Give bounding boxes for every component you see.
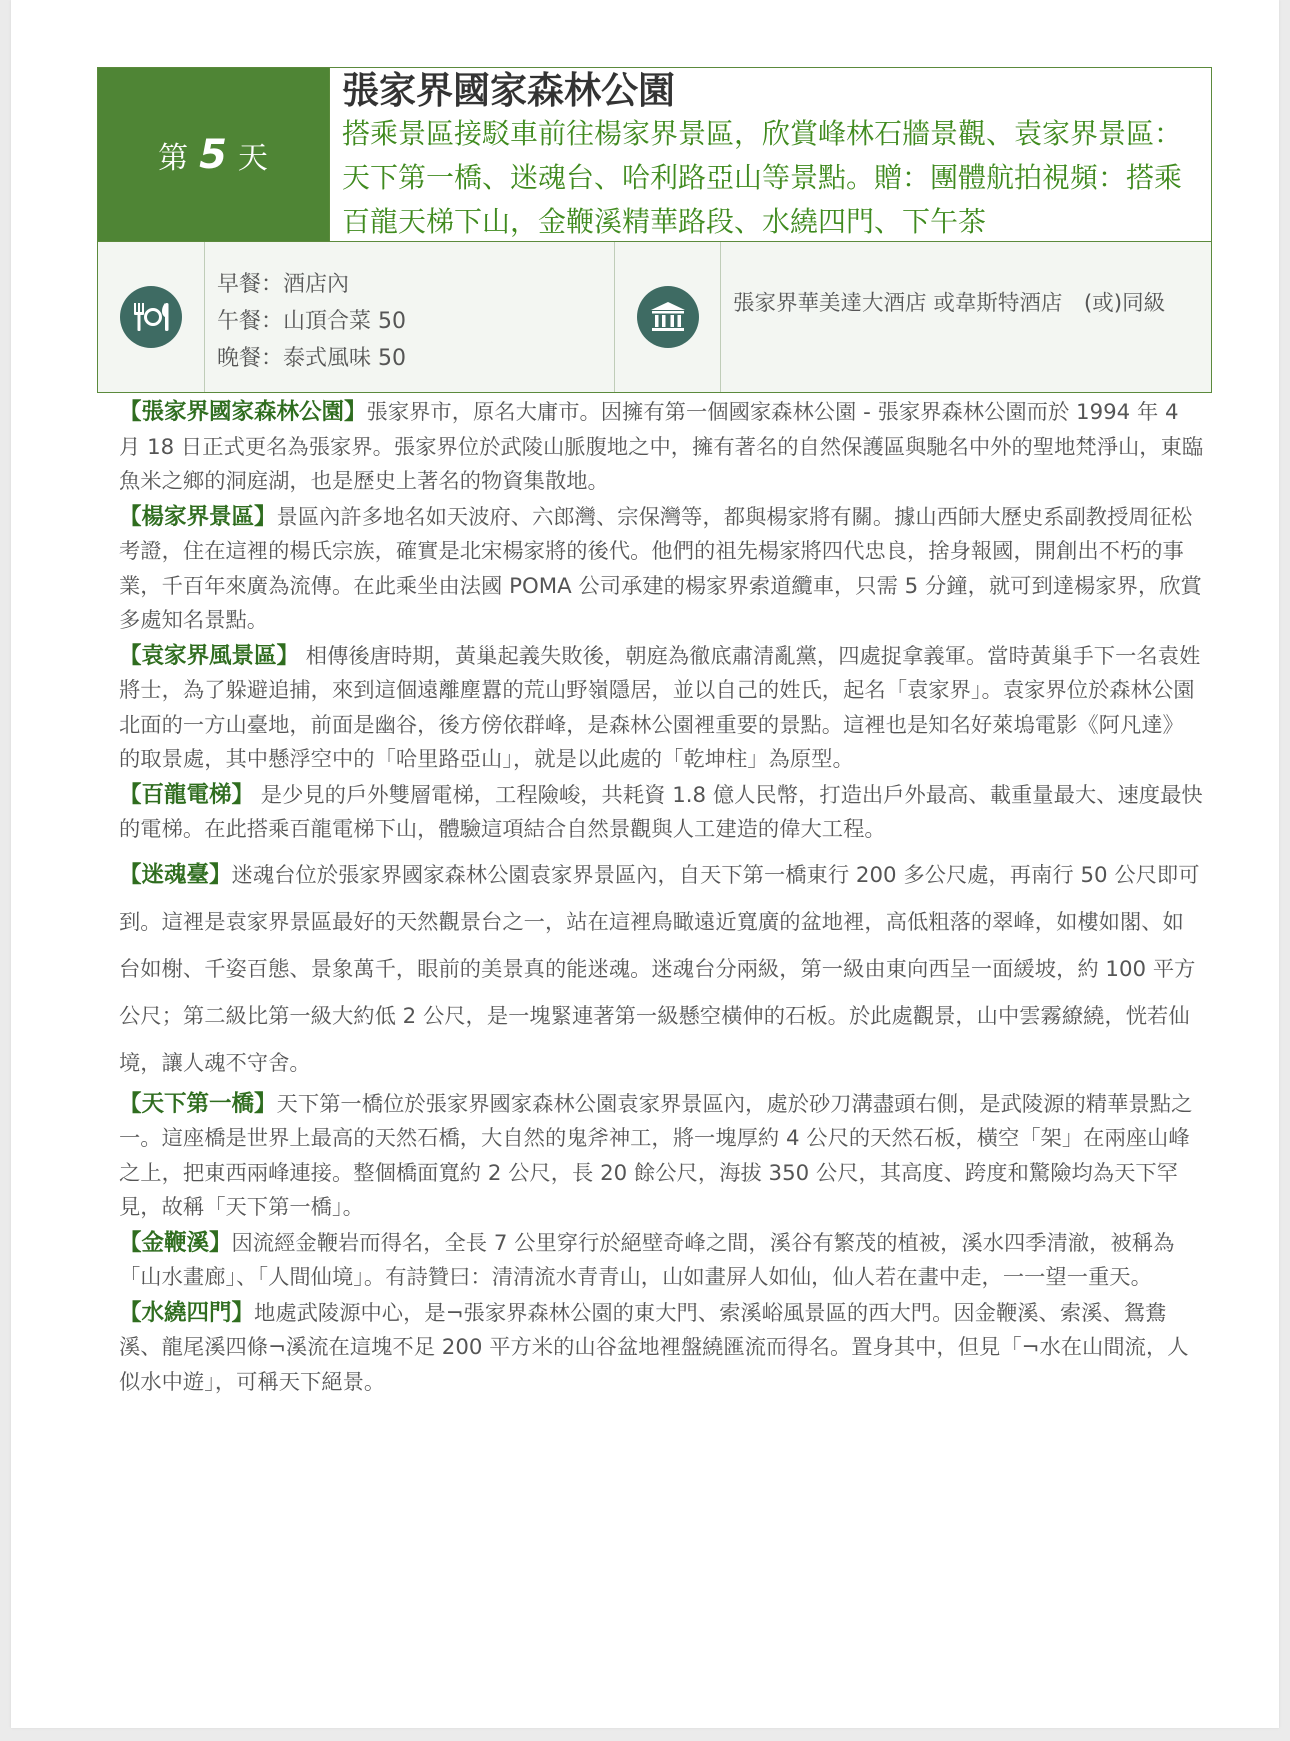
lunch-text: 午餐：山頂合菜 50 <box>217 309 406 334</box>
day-row <box>98 68 1211 241</box>
day-prefix: 第 <box>158 140 190 176</box>
hotel-building-icon <box>637 286 699 348</box>
section-heading: 【張家界國家森林公園】 <box>119 399 367 425</box>
info-row <box>98 241 1211 392</box>
section-text: 地處武陵源中心，是¬張家界森林公園的東大門、索溪峪風景區的西大門。因金鞭溪、索溪、鴛鴦溪、龍尾溪四條¬溪流在這塊不足 200 平方米的山谷盆地裡盤繞匯流而得名。置身其中，但見「¬水在山間流，人似水中遊」，可稱天下絕景。 <box>119 1300 1189 1395</box>
itinerary-header-table <box>97 67 1212 393</box>
hotel-info: 張家界華美達大酒店 或韋斯特酒店 (或)同級 <box>733 291 1166 316</box>
section-text: 天下第一橋位於張家界國家森林公園袁家界景區內，處於砂刀溝盡頭右側，是武陵源的精華景點之一。這座橋是世界上最高的天然石橋，大自然的鬼斧神工，將一塊厚約 4 公尺的天然石板，橫空「架」在兩座山峰之上，把東西兩峰連接。整個橋面寬約 2 公尺，長 20 餘公尺，海拔 350 公尺，其高度、跨度和驚險均為天下罕見，故稱「天下第一橋」。 <box>119 1091 1193 1220</box>
dinner-text: 晚餐：泰式風味 50 <box>217 346 406 371</box>
day-description: 搭乘景區接駁車前往楊家界景區，欣賞峰林石牆景觀、袁家界景區：天下第一橋、迷魂台、哈利路亞山等景點。贈：團體航拍視頻：搭乘百龍天梯下山，金鞭溪精華路段、水繞四門、下午茶 <box>342 117 1183 238</box>
section-text: 因流經金鞭岩而得名，全長 7 公里穿行於絕壁奇峰之間，溪谷有繁茂的植被，溪水四季清澈，被稱為「山水畫廊」、「人間仙境」。有詩贊曰：清清流水青青山，山如畫屏人如仙，仙人若在畫中走，一一望一重天。 <box>119 1230 1175 1290</box>
day-title-cell <box>330 68 1211 241</box>
section-text: 迷魂台位於張家界國家森林公園袁家界景區內，自天下第一橋東行 200 多公尺處，再南行 50 公尺即可到。這裡是袁家界景區最好的天然觀景台之一，站在這裡鳥瞰遠近寬廣的盆地裡，高低粗落的翠峰，如樓如閣、如台如榭、千姿百態、景象萬千，眼前的美景真的能迷魂。迷魂台分兩級，第一級由東向西呈一面緩坡，約 100 平方公尺；第二級比第一級大約低 2 公尺，是一塊緊連著第一級懸空橫伸的石板。於此處觀景，山中雲霧繚繞，恍若仙境，讓人魂不守舍。 <box>119 862 1200 1076</box>
attraction-descriptions <box>119 395 1204 1400</box>
section-yangjiajie <box>119 500 1204 639</box>
day-suffix: 天 <box>237 140 269 176</box>
day-title: 張家界國家森林公園 <box>342 69 675 112</box>
section-mihun-terrace <box>119 852 1204 1087</box>
document-page <box>11 0 1279 1728</box>
section-golden-whip-stream <box>119 1226 1204 1296</box>
section-heading: 【水繞四門】 <box>119 1299 255 1326</box>
meals-icon-cell <box>98 242 205 392</box>
section-yuanjiajie <box>119 639 1204 778</box>
meals-info <box>205 242 615 392</box>
section-text: 是少見的戶外雙層電梯，工程險峻，共耗資 1.8 億人民幣，打造出戶外最高、載重量最大、速度最快的電梯。在此搭乘百龍電梯下山，體驗這項結合自然景觀與人工建造的偉大工程。 <box>119 782 1203 842</box>
section-text: 相傳後唐時期，黃巢起義失敗後，朝庭為徹底肅清亂黨，四處捉拿義軍。當時黃巢手下一名袁姓將士，為了躲避追捕，來到這個遠離塵囂的荒山野嶺隱居，並以自己的姓氏，起名「袁家界」。袁家界位於森林公園北面的一方山臺地，前面是幽谷，後方傍依群峰，是森林公園裡重要的景點。這裡也是知名好萊塢電影《阿凡達》的取景處，其中懸浮空中的「哈里路亞山」，就是以此處的「乾坤柱」為原型。 <box>119 643 1201 772</box>
section-text: 景區內許多地名如天波府、六郎灣、宗保灣等，都與楊家將有關。據山西師大歷史系副教授周征松考證，住在這裡的楊氏宗族，確實是北宋楊家將的後代。他們的祖先楊家將四代忠良，捨身報國，開創出不朽的事業，千百年來廣為流傳。在此乘坐由法國 POMA 公司承建的楊家界索道纜車，只需 5 分鐘，就可到達楊家界，欣賞多處知名景點。 <box>119 504 1202 633</box>
section-heading: 【袁家界風景區】 <box>119 642 300 669</box>
day-number: 5 <box>199 131 228 178</box>
section-zhangjiajie-park <box>119 395 1204 500</box>
section-heading: 【天下第一橋】 <box>119 1090 277 1117</box>
breakfast-text: 早餐：酒店內 <box>217 272 350 297</box>
section-heading: 【迷魂臺】 <box>119 861 232 888</box>
section-first-bridge <box>119 1087 1204 1226</box>
section-heading: 【百龍電梯】 <box>119 781 255 808</box>
section-heading: 【金鞭溪】 <box>119 1229 232 1256</box>
section-water-four-gates <box>119 1296 1204 1401</box>
day-label <box>98 68 330 241</box>
section-text: 張家界市，原名大庸市。因擁有第一個國家森林公園 - 張家界森林公園而於 1994 年 4 月 18 日正式更名為張家界。張家界位於武陵山脈腹地之中，擁有著名的自然保護區與馳名中外的聖地梵淨山，東臨魚米之鄉的洞庭湖，也是歷史上著名的物資集散地。 <box>119 400 1204 494</box>
dining-icon <box>120 286 182 348</box>
section-bailong-elevator <box>119 778 1204 848</box>
section-heading: 【楊家界景區】 <box>119 503 277 530</box>
hotel-icon-cell <box>615 242 721 392</box>
